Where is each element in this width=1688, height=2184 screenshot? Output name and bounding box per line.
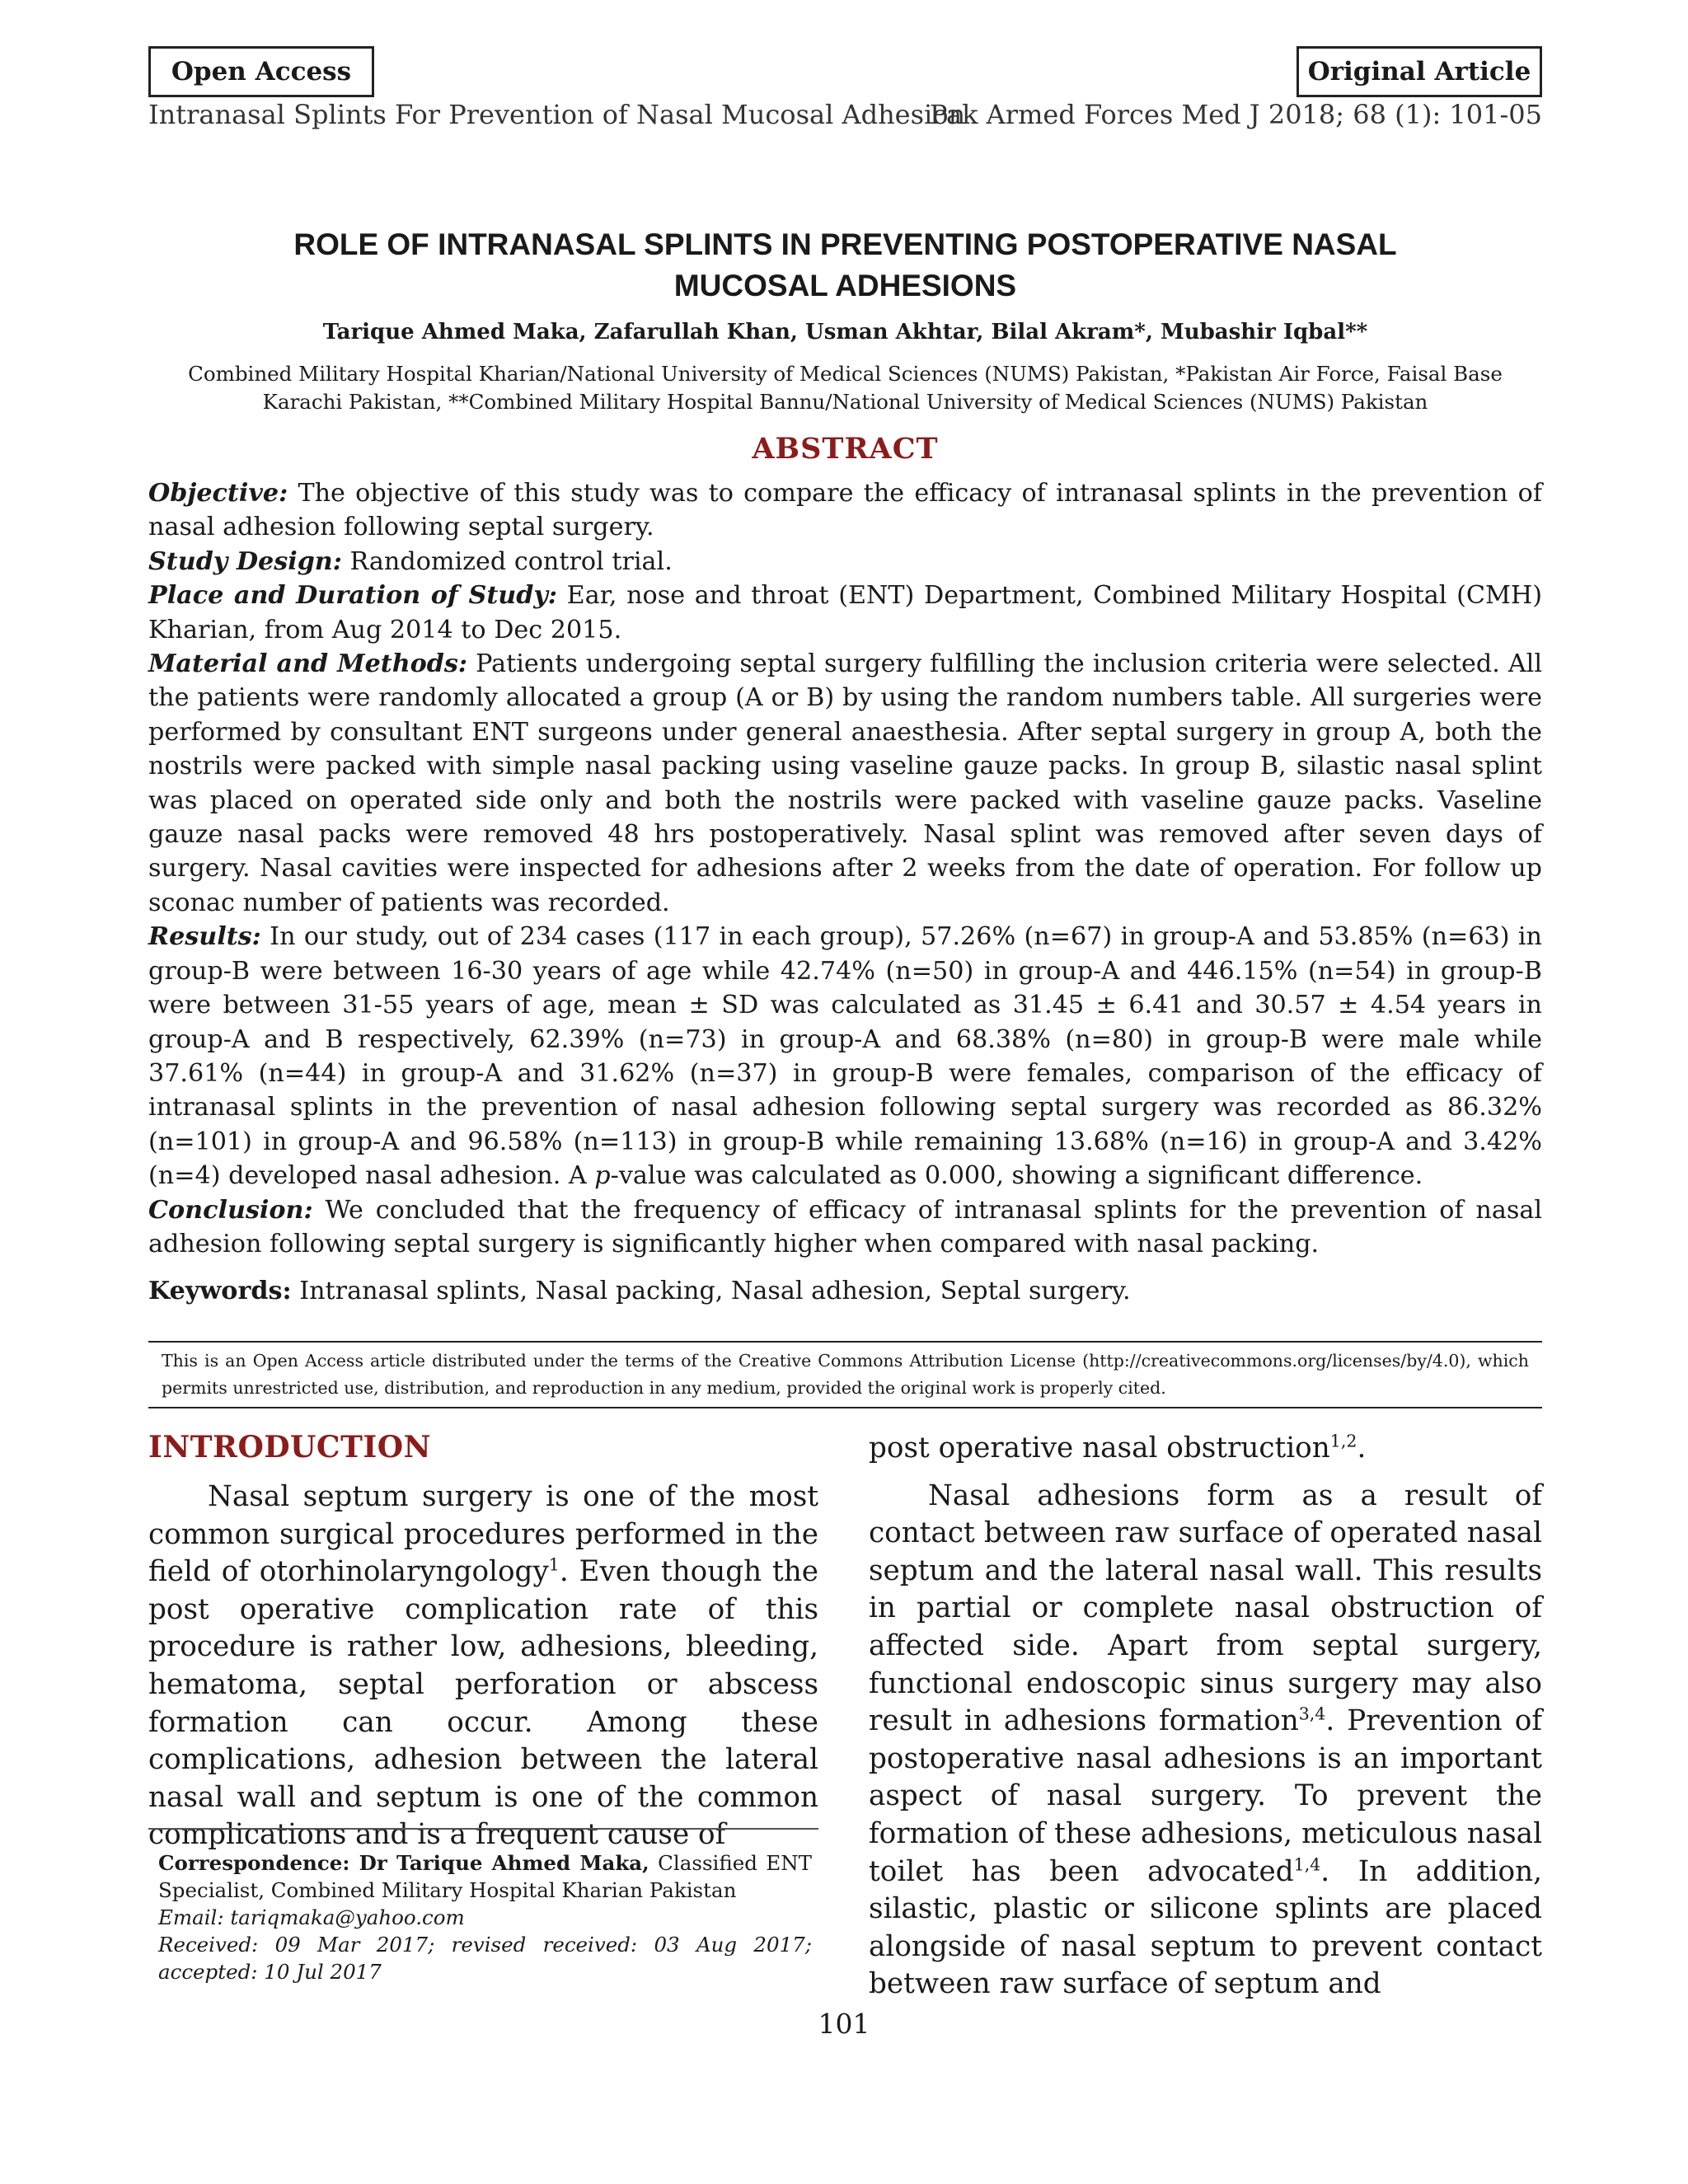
abstract-heading: ABSTRACT — [752, 432, 939, 466]
correspondence-label: Correspondence: Dr Tarique Ahmed Maka, — [158, 1851, 649, 1875]
keywords-label: Keywords: — [148, 1277, 292, 1305]
objective-text: The objective of this study was to compare the efficacy of intranasal splints in the prevention of nasal adhesion following septal surgery. — [148, 479, 1542, 542]
abstract-place — [148, 579, 1542, 647]
abstract-body — [148, 476, 1542, 1261]
abstract-conclusion — [148, 1193, 1542, 1262]
introduction-heading: INTRODUCTION — [148, 1430, 431, 1465]
abstract-methods — [148, 647, 1542, 920]
citation-ref: 1 — [548, 1554, 560, 1575]
intro-paragraph-1 — [148, 1479, 818, 1854]
license-notice: This is an Open Access article distributed under the terms of the Creative Commons Attribution License (http://creativecommons.org/licenses/by/4.0), which permits unrestricted use, distribution, and reproduction in any medium, provided the original work is properly cited. — [148, 1341, 1542, 1408]
abstract-objective — [148, 476, 1542, 545]
citation-ref: 1,2 — [1329, 1431, 1357, 1451]
intro-p1-text-cont: . Even though the post operative complication rate of this procedure is rather low, adhesions, bleeding, hematoma, septal perforation or abscess formation can occur. Among these complications, adhesion between the lateral nasal wall and septum is one of the common complications and is a frequent cause of — [148, 1555, 819, 1852]
author-list: Tarique Ahmed Maka, Zafarullah Khan, Usman Akhtar, Bilal Akram*, Mubashir Iqbal** — [322, 320, 1368, 344]
left-column — [148, 1427, 818, 1854]
place-label: Place and Duration of Study: — [148, 581, 557, 611]
intro-p2-text-end: . In addition, silastic, plastic or silicone splints are placed alongside of nasal septum to prevent contact between raw surface of septum and — [869, 1854, 1542, 2001]
results-text-end: -value was calculated as 0.000, showing a significant difference. — [610, 1161, 1423, 1191]
right-column — [869, 1430, 1542, 2004]
intro-paragraph-2 — [869, 1478, 1542, 2004]
affiliations: Combined Military Hospital Kharian/National University of Medical Sciences (NUMS) Pakistan, *Pakistan Air Force, Faisal Base Karachi Pakistan, **Combined Military Hospital Bannu/National University of Medical Sciences (NUMS) Pakistan — [188, 362, 1503, 414]
results-label: Results: — [148, 922, 261, 952]
design-label: Study Design: — [148, 546, 342, 576]
intro-p2-text-cont: . Prevention of postoperative nasal adhesions is an important aspect of nasal surgery. To prevent the formation of these adhesions, meticulous nasal toilet has been advocated — [869, 1704, 1542, 1888]
journal-reference: Pak Armed Forces Med J 2018; 68 (1): 101-05 — [929, 99, 1542, 130]
intro-cont-text: post operative nasal obstruction — [869, 1432, 1330, 1465]
methods-label: Material and Methods: — [148, 649, 468, 679]
title-line-2: MUCOSAL ADHESIONS — [673, 269, 1017, 302]
correspondence-email: Email: tariqmaka@yahoo.com — [158, 1905, 465, 1929]
article-title — [148, 224, 1542, 307]
citation-ref: 3,4 — [1298, 1704, 1326, 1724]
intro-continuation — [869, 1430, 1542, 1468]
keywords — [148, 1274, 1542, 1308]
design-text: Randomized control trial. — [341, 546, 673, 576]
place-text: Ear, nose and throat (ENT) Department, Combined Military Hospital (CMH) Kharian, from Aug 2014 to Dec 2015. — [148, 581, 1542, 644]
p-value-symbol: p — [594, 1161, 611, 1191]
conclusion-text: We concluded that the frequency of efficacy of intranasal splints for the prevention of nasal adhesion following septal surgery is significantly higher when compared with nasal packing. — [148, 1195, 1542, 1258]
running-title: Intranasal Splints For Prevention of Nasal Mucosal Adhesion — [148, 99, 966, 130]
keywords-text: Intranasal splints, Nasal packing, Nasal adhesion, Septal surgery. — [291, 1277, 1131, 1305]
correspondence-box — [148, 1828, 818, 1985]
correspondence-author — [158, 1849, 812, 1904]
citation-ref: 1,4 — [1293, 1854, 1321, 1875]
open-access-label: Open Access — [148, 46, 374, 97]
abstract-results — [148, 920, 1542, 1193]
abstract-design — [148, 545, 1542, 579]
correspondence-text: Classified ENT Specialist, Combined Military Hospital Kharian Pakistan — [158, 1851, 812, 1902]
intro-cont-end: . — [1357, 1432, 1367, 1465]
page-number: 101 — [818, 2008, 870, 2040]
intro-p1-text: Nasal septum surgery is one of the most common surgical procedures performed in the field of otorhinolaryngology — [148, 1480, 818, 1589]
title-line-1: ROLE OF INTRANASAL SPLINTS IN PREVENTING POSTOPERATIVE NASAL — [293, 227, 1397, 261]
results-text: In our study, out of 234 cases (117 in each group), 57.26% (n=67) in group-A and 53.85% (n=63) in group-B were between 16-30 years of age while 42.74% (n=50) in group-A and 446.15% (n=54) in group-B were between 31-55 years of age, mean ± SD was calculated as 31.45 ± 6.41 and 30.57 ± 4.54 years in group-A and B respectively, 62.39% (n=73) in group-A and 68.38% (n=80) in group-B were male while 37.61% (n=44) in group-A and 31.62% (n=37) in group-B were females, comparison of the efficacy of intranasal splints in the prevention of nasal adhesion following septal surgery was recorded as 86.32% (n=101) in group-A and 96.58% (n=113) in group-B while remaining 13.68% (n=16) in group-A and 3.42% (n=4) developed nasal adhesion. A — [148, 922, 1542, 1191]
objective-label: Objective: — [148, 479, 288, 508]
article-dates: Received: 09 Mar 2017; revised received: 03 Aug 2017; accepted: 10 Jul 2017 — [158, 1933, 812, 1984]
article-type-label: Original Article — [1296, 46, 1542, 97]
intro-p2-text: Nasal adhesions form as a result of contact between raw surface of operated nasal septum and the lateral nasal wall. This results in partial or complete nasal obstruction of affected side. Apart from septal surgery, functional endoscopic sinus surgery may also result in adhesions formation — [869, 1479, 1542, 1738]
methods-text: Patients undergoing septal surgery fulfilling the inclusion criteria were selected. All the patients were randomly allocated a group (A or B) by using the random numbers table. All surgeries were performed by consultant ENT surgeons under general anaesthesia. After septal surgery in group A, both the nostrils were packed with simple nasal packing using vaseline gauze packs. In group B, silastic nasal splint was placed on operated side only and both the nostrils were packed with vaseline gauze packs. Vaseline gauze nasal packs were removed 48 hrs postoperatively. Nasal splint was removed after seven days of surgery. Nasal cavities were inspected for adhesions after 2 weeks from the date of operation. For follow up sconac number of patients was recorded. — [148, 649, 1542, 917]
conclusion-label: Conclusion: — [148, 1195, 313, 1225]
